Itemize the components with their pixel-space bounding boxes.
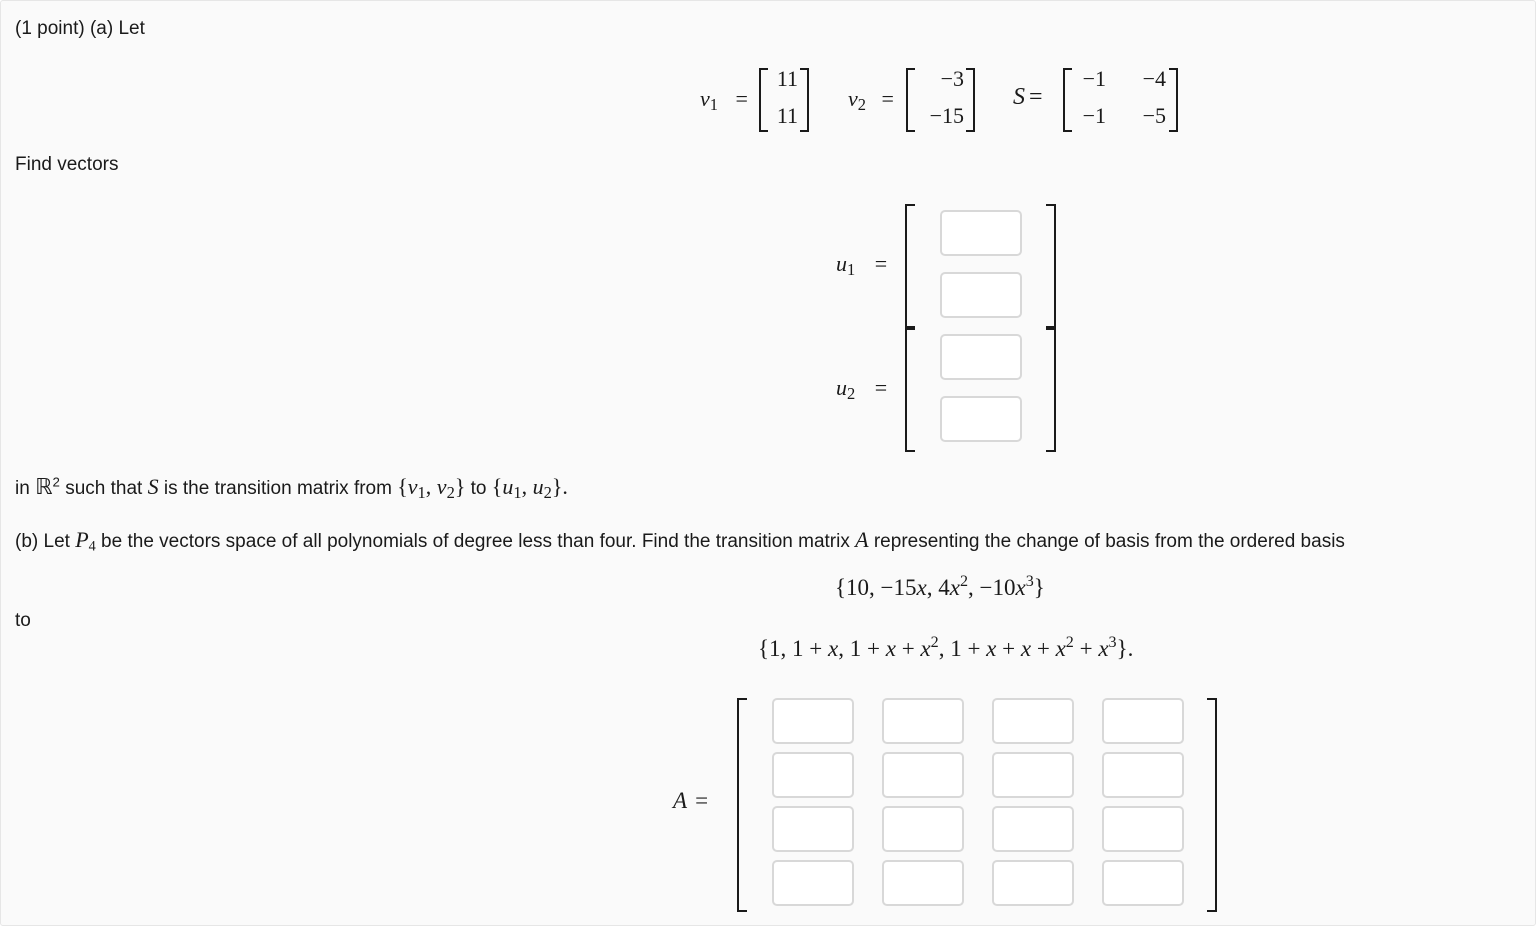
v1-right-bracket (800, 68, 809, 132)
a-entry-32-input[interactable] (882, 806, 964, 852)
s-label: S = (1013, 84, 1043, 110)
v1-entry-2: 11 (776, 103, 798, 128)
a-entry-42-input[interactable] (882, 860, 964, 906)
a-entry-43-input[interactable] (992, 860, 1074, 906)
a-entry-33-input[interactable] (992, 806, 1074, 852)
a-entry-13-input[interactable] (992, 698, 1074, 744)
u2-label: $u_2$ = (836, 375, 888, 404)
s-entry-11: −1 (1082, 66, 1106, 91)
a-entry-11-input[interactable] (772, 698, 854, 744)
a-entry-21-input[interactable] (772, 752, 854, 798)
v2-label: $v_2$ = (848, 86, 894, 115)
a-label: A = (673, 788, 709, 813)
a-entry-14-input[interactable] (1102, 698, 1184, 744)
u1-label: $u_1$ = (836, 251, 888, 280)
find-vectors-text: Find vectors (15, 154, 119, 175)
part-b-statement: (b) Let $P_4$ be the vectors space of all polynomials of degree less than four. Find the transition matrix A representing the change of basis from the ordered basis (15, 527, 1345, 555)
a-entry-12-input[interactable] (882, 698, 964, 744)
basis-from: {10, −15x, $4x^2$, $-10x^3$} (835, 573, 1045, 600)
s-entry-12: −4 (1142, 66, 1166, 91)
a-entry-44-input[interactable] (1102, 860, 1184, 906)
s-entry-22: −5 (1142, 103, 1166, 128)
u2-entry-1-input[interactable] (940, 334, 1022, 380)
a-entry-22-input[interactable] (882, 752, 964, 798)
transition-statement: in ℝ$^2$ such that S is the transition matrix from {$v_1$, $v_2$} to {$u_1$, $u_2$}. (15, 474, 568, 503)
a-entry-41-input[interactable] (772, 860, 854, 906)
u2-right-bracket (1046, 328, 1056, 452)
s-right-bracket (1169, 68, 1178, 132)
s-entry-21: −1 (1082, 103, 1106, 128)
a-entry-23-input[interactable] (992, 752, 1074, 798)
a-entry-34-input[interactable] (1102, 806, 1184, 852)
a-entry-24-input[interactable] (1102, 752, 1184, 798)
to-text: to (15, 610, 31, 631)
v2-entry-1: −3 (940, 66, 964, 91)
v2-entry-2: −15 (929, 103, 964, 128)
v1-entry-1: 11 (776, 66, 798, 91)
a-left-bracket (737, 698, 747, 912)
u1-entry-1-input[interactable] (940, 210, 1022, 256)
u2-left-bracket (905, 328, 915, 452)
a-right-bracket (1207, 698, 1217, 912)
basis-to: {1, 1 + x, $1 + x + x^2$, $1 + x + x + x^2 + x^3$}. (758, 634, 1134, 661)
u2-entry-2-input[interactable] (940, 396, 1022, 442)
part-a-header: (1 point) (a) Let (15, 18, 145, 39)
u1-right-bracket (1046, 204, 1056, 328)
u1-entry-2-input[interactable] (940, 272, 1022, 318)
v1-label: $v_1$ = (700, 86, 748, 115)
u1-left-bracket (905, 204, 915, 328)
a-entry-31-input[interactable] (772, 806, 854, 852)
v2-right-bracket (966, 68, 975, 132)
